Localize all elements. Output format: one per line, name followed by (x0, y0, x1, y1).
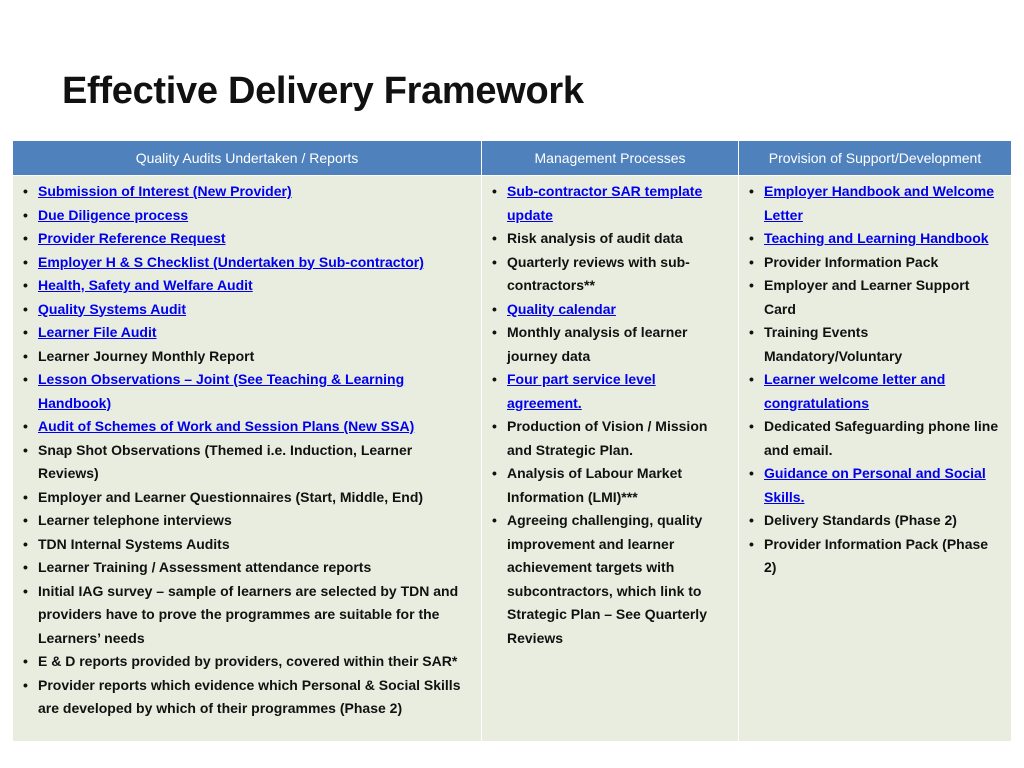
list-item-link[interactable]: Employer H & S Checklist (Undertaken by Sub-contractor) (38, 253, 424, 270)
list-item: • Provider reports which evidence which Personal & Social Skills are developed by which of their programmes (Phase 2) (21, 674, 473, 721)
list-item-link[interactable]: Health, Safety and Welfare Audit (38, 277, 253, 293)
list-item-link[interactable]: Audit of Schemes of Work and Session Plans (New SSA) (38, 418, 415, 434)
list-item: • Delivery Standards (Phase 2) (747, 509, 1003, 533)
list-item: • Employer and Learner Questionnaires (Start, Middle, End) (21, 486, 473, 510)
list-item-link[interactable]: Employer Handbook and Welcome Letter (764, 183, 995, 223)
list-item: • Risk analysis of audit data (490, 227, 730, 251)
list-item[interactable] (490, 368, 730, 415)
list-item: • E & D reports provided by providers, covered within their SAR* (21, 650, 473, 674)
list-item-link[interactable]: Guidance on Personal and Social Skills. (764, 465, 986, 505)
list-item: • Provider Information Pack (Phase 2) (747, 533, 1003, 580)
quality-audits-list (21, 180, 473, 721)
list-item: • Production of Vision / Mission and Strategic Plan. (490, 415, 730, 462)
list-item: • Dedicated Safeguarding phone line and email. (747, 415, 1003, 462)
list-item[interactable] (21, 321, 473, 345)
support-development-list (747, 180, 1003, 580)
list-item-link[interactable]: Lesson Observations – Joint (See Teaching & Learning Handbook) (38, 371, 405, 411)
list-item[interactable] (21, 251, 473, 275)
page-title: Effective Delivery Framework (62, 70, 584, 112)
column-header-support-development: Provision of Support/Development (739, 141, 1012, 176)
list-item[interactable] (21, 227, 473, 251)
column-header-quality-audits: Quality Audits Undertaken / Reports (13, 141, 482, 176)
list-item-link[interactable]: Learner File Audit (38, 324, 157, 340)
list-item[interactable] (490, 180, 730, 227)
list-item: • TDN Internal Systems Audits (21, 533, 473, 557)
support-development-cell (739, 176, 1012, 742)
list-item: • Monthly analysis of learner journey data (490, 321, 730, 368)
management-processes-list (490, 180, 730, 650)
list-item: • Learner Journey Monthly Report (21, 345, 473, 369)
list-item: • Snap Shot Observations (Themed i.e. Induction, Learner Reviews) (21, 439, 473, 486)
list-item: • Agreeing challenging, quality improvement and learner achievement targets with subcontractors, which link to Strategic Plan – See Quarterly Reviews (490, 509, 730, 650)
list-item: • Quarterly reviews with sub-contractors** (490, 251, 730, 298)
quality-audits-cell (13, 176, 482, 742)
list-item-link[interactable]: Quality calendar (507, 300, 616, 317)
list-item[interactable] (747, 180, 1003, 227)
list-item-link[interactable]: Due Diligence process (38, 206, 189, 223)
delivery-framework-table (12, 140, 1012, 742)
list-item[interactable] (747, 462, 1003, 509)
table-header-row (13, 141, 1012, 176)
list-item[interactable] (747, 227, 1003, 251)
list-item: • Learner telephone interviews (21, 509, 473, 533)
list-item[interactable] (21, 368, 473, 415)
list-item-link[interactable]: Submission of Interest (New Provider) (38, 183, 292, 199)
list-item-link[interactable]: Teaching and Learning Handbook (764, 230, 989, 246)
list-item-link[interactable]: Quality Systems Audit (38, 300, 187, 317)
list-item[interactable] (490, 298, 730, 322)
list-item-link[interactable]: Provider Reference Request (38, 230, 226, 246)
list-item: • Initial IAG survey – sample of learners are selected by TDN and providers have to prove the programmes are suitable for the Learners’ needs (21, 580, 473, 651)
list-item-link[interactable]: Learner welcome letter and congratulations (764, 371, 946, 411)
list-item[interactable] (747, 368, 1003, 415)
table-body-row (13, 176, 1012, 742)
list-item[interactable] (21, 415, 473, 439)
list-item[interactable] (21, 180, 473, 204)
list-item: • Learner Training / Assessment attendance reports (21, 556, 473, 580)
list-item-link[interactable]: Sub-contractor SAR template update (507, 183, 703, 223)
list-item[interactable] (21, 204, 473, 228)
list-item[interactable] (21, 274, 473, 298)
list-item: • Employer and Learner Support Card (747, 274, 1003, 321)
list-item: • Analysis of Labour Market Information (LMI)*** (490, 462, 730, 509)
list-item: • Provider Information Pack (747, 251, 1003, 275)
list-item-link[interactable]: Four part service level agreement. (507, 371, 656, 411)
list-item: • Training Events Mandatory/Voluntary (747, 321, 1003, 368)
column-header-management-processes: Management Processes (482, 141, 739, 176)
management-processes-cell (482, 176, 739, 742)
list-item[interactable] (21, 298, 473, 322)
